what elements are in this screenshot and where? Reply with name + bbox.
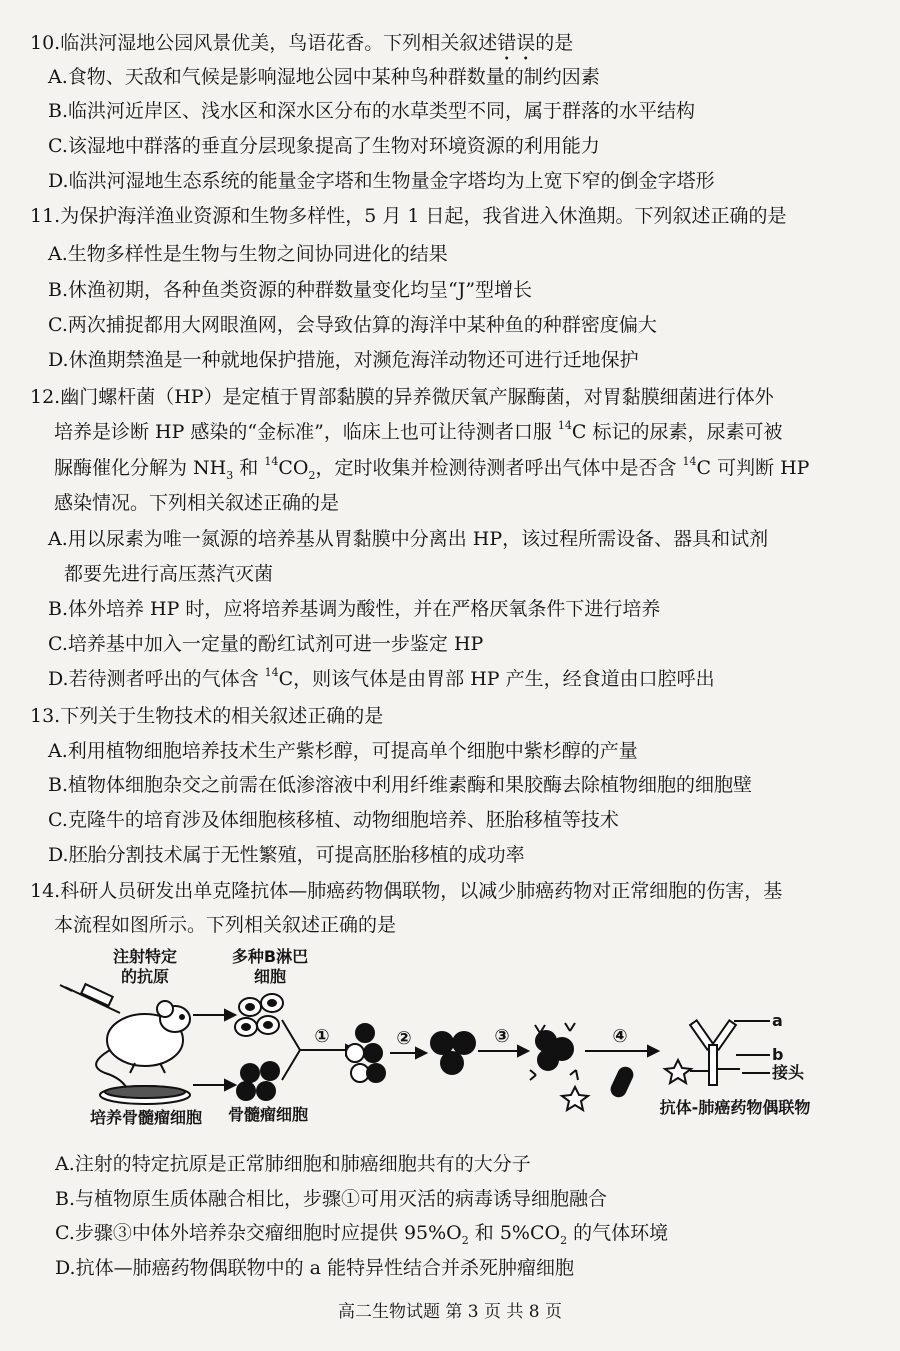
q14-option-c: C.步骤③中体外培养杂交瘤细胞时应提供 $95\%O_2$ 和 $5\%CO_2$ 的气体环境 <box>55 1222 669 1247</box>
question-10-stem: 10.临洪河湿地公园风景优美，鸟语花香。下列相关叙述错误的是 <box>30 32 574 54</box>
myeloma-cell-label: 骨髓瘤细胞 <box>227 1105 308 1124</box>
fused-cell-mix <box>346 1024 385 1082</box>
question-12-line-2: 培养是诊断 HP 感染的“金标准”，临床上也可让待测者口服 $^{14}$C 标记的尿素，尿素可被 <box>54 418 783 443</box>
q11-option-b: B.休渔初期，各种鱼类资源的种群数量变化均呈“J”型增长 <box>48 279 533 301</box>
q10-option-c: C.该湿地中群落的垂直分层现象提高了生物对环境资源的利用能力 <box>48 135 600 157</box>
label-linker: 接头 <box>772 1063 805 1082</box>
step-2-label: ② <box>396 1028 412 1049</box>
q10-option-b: B.临洪河近岸区、浅水区和深水区分布的水草类型不同，属于群落的水平结构 <box>48 100 696 122</box>
conjugate-label: 抗体-肺癌药物偶联物 <box>659 1098 811 1117</box>
q11-option-a: A.生物多样性是生物与生物之间协同进化的结果 <box>48 243 448 265</box>
question-14-line-1: 14.科研人员研发出单克隆抗体—肺癌药物偶联物，以减少肺癌药物对正常细胞的伤害，基 <box>30 880 783 902</box>
question-12-line-3: 脲酶催化分解为 $NH_3$ 和 $^{14}CO_2$，定时收集并检测待测者呼出气体中是否含 $^{14}$C 可判断 HP <box>54 454 810 482</box>
inject-antigen-label: 注射特定 的抗原 <box>112 947 177 986</box>
q14-option-a: A.注射的特定抗原是正常肺细胞和肺癌细胞共有的大分子 <box>55 1153 531 1175</box>
question-12-line-1: 12.幽门螺杆菌（HP）是定植于胃部黏膜的异养微厌氧产脲酶菌，对胃黏膜细菌进行体外 <box>30 386 774 408</box>
label-a: a <box>772 1011 783 1030</box>
b-lymphocyte-label: 多种B淋巴 细胞 <box>231 947 309 986</box>
monoclonal-antibody-flow-diagram <box>50 945 850 1130</box>
step-2-arrow <box>390 1048 426 1058</box>
q14-option-d: D.抗体—肺癌药物偶联物中的 a 能特异性结合并杀死肿瘤细胞 <box>55 1257 575 1279</box>
antibody-drug-conjugate-icon <box>665 1020 770 1085</box>
q12-option-a-line-1: A.用以尿素为唯一氮源的培养基从胃黏膜中分离出 HP，该过程所需设备、器具和试剂 <box>48 528 769 550</box>
step-4-arrow <box>585 1046 658 1056</box>
arrow-to-b-cells <box>193 1010 235 1020</box>
q12-option-c: C.培养基中加入一定量的酚红试剂可进一步鉴定 HP <box>48 633 484 655</box>
q10-option-d: D.临洪河湿地生态系统的能量金字塔和生物量金字塔均为上宽下窄的倒金字塔形 <box>48 170 715 192</box>
question-12-line-4: 感染情况。下列相关叙述正确的是 <box>54 492 340 514</box>
q13-option-a: A.利用植物细胞培养技术生产紫杉醇，可提高单个细胞中紫杉醇的产量 <box>48 740 638 762</box>
q11-option-c: C.两次捕捉都用大网眼渔网，会导致估算的海洋中某种鱼的种群密度偏大 <box>48 314 657 336</box>
q13-option-d: D.胚胎分割技术属于无性繁殖，可提高胚胎移植的成功率 <box>48 844 525 866</box>
q12-option-d: D.若待测者呼出的气体含 $^{14}$C，则该气体是由胃部 HP 产生，经食道由口腔呼出 <box>48 665 715 690</box>
q14-option-b: B.与植物原生质体融合相比，步骤①可用灭活的病毒诱导细胞融合 <box>55 1188 608 1210</box>
q13-option-b: B.植物体细胞杂交之前需在低渗溶液中利用纤维素酶和果胶酶去除植物细胞的细胞壁 <box>48 774 753 796</box>
hybridoma-cells <box>430 1031 476 1075</box>
q10-option-a: A.食物、天敌和气候是影响湿地公园中某种鸟种群数量的制约因素 <box>48 66 600 88</box>
step-3-label: ③ <box>494 1026 510 1047</box>
myeloma-cells <box>236 1061 280 1101</box>
question-14-line-2: 本流程如图所示。下列相关叙述正确的是 <box>54 914 397 936</box>
step-1-label: ① <box>314 1026 330 1047</box>
culture-myeloma-label: 培养骨髓瘤细胞 <box>89 1108 202 1127</box>
label-b: b <box>772 1045 784 1064</box>
step-4-label: ④ <box>612 1026 628 1047</box>
q11-option-d: D.休渔期禁渔是一种就地保护措施，对濒危海洋动物还可进行迁地保护 <box>48 349 639 371</box>
petri-dish-icon <box>100 1086 190 1104</box>
syringe-icon <box>60 984 120 1013</box>
antibody-producing-cells <box>530 1023 578 1080</box>
q12-option-b: B.体外培养 HP 时，应将培养基调为酸性，并在严格厌氧条件下进行培养 <box>48 598 661 620</box>
arrow-to-myeloma <box>193 1080 235 1090</box>
question-13-stem: 13.下列关于生物技术的相关叙述正确的是 <box>30 705 384 727</box>
step-3-arrow <box>478 1046 528 1056</box>
q13-option-c: C.克隆牛的培育涉及体细胞核移植、动物细胞培养、胚胎移植等技术 <box>48 809 619 831</box>
q12-option-a-line-2: 都要先进行高压蒸汽灭菌 <box>64 563 274 585</box>
mouse-icon <box>96 1001 190 1095</box>
page-footer: 高二生物试题 第 3 页 共 8 页 <box>337 1302 563 1322</box>
b-lymphocytes <box>235 994 283 1036</box>
question-11-stem: 11.为保护海洋渔业资源和生物多样性，5 月 1 日起，我省进入休渔期。下列叙述正确的是 <box>30 205 787 227</box>
